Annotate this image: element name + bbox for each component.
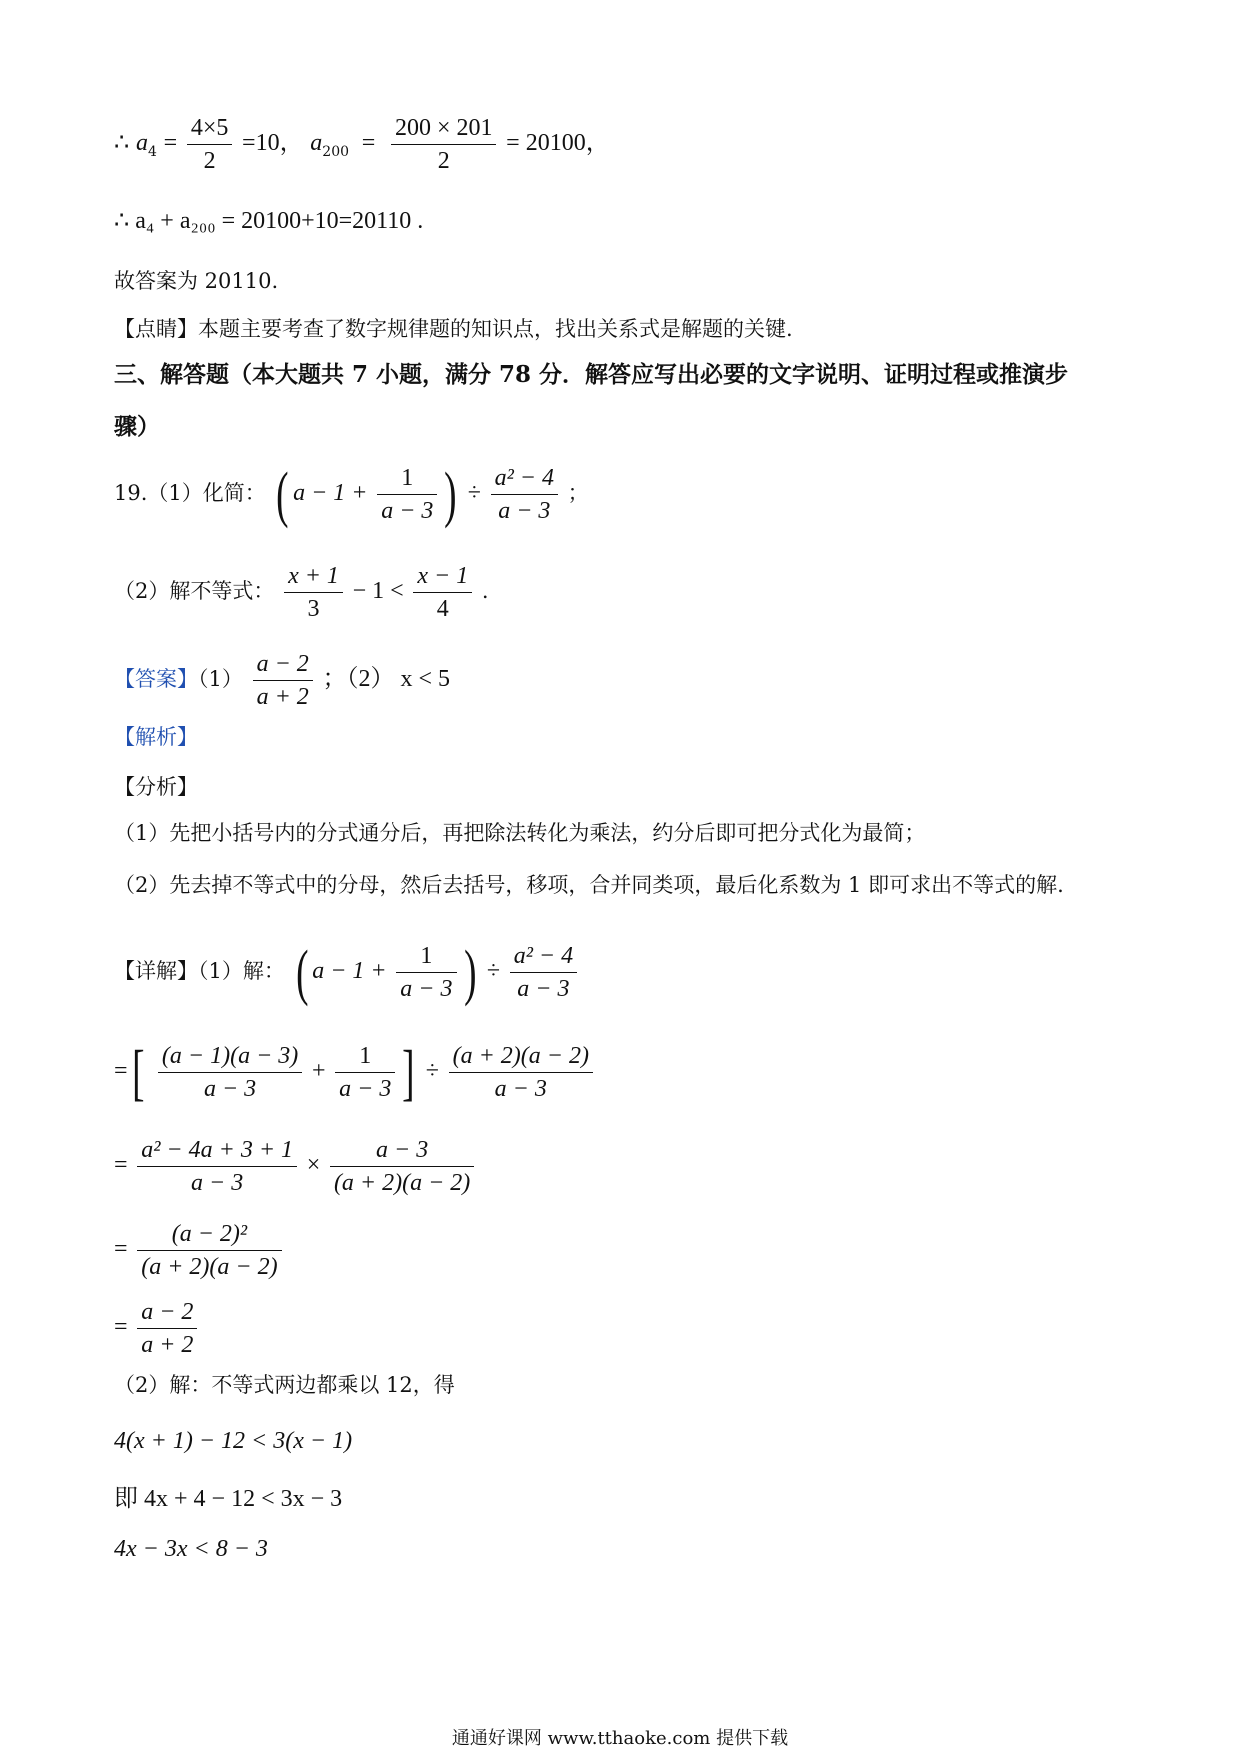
fraction: $\frac{(a + 2)(a - 2)}{a - 3}$	[449, 1040, 593, 1105]
question-19-part-2: （2）解不等式： $\frac{x + 1}{3}$ − 1 < $\frac{x - 1}{4}$ .	[114, 560, 489, 625]
fenxi-label: 【分析】	[114, 775, 198, 799]
fraction: $\frac{a - 3}{(a + 2)(a - 2)}$	[330, 1134, 474, 1199]
fraction: $\frac{200 \times 201}{2}$	[391, 112, 497, 177]
fraction: $\frac{(a - 1)(a - 3)}{a - 3}$	[158, 1040, 302, 1105]
section-heading-cont: 骤）	[114, 413, 160, 440]
equation-2: 即 4x + 4 − 12 < 3x − 3	[114, 1486, 343, 1512]
fraction: $\frac{1}{a - 3}$	[377, 462, 437, 527]
detail-step-4: = $\frac{a - 2}{a + 2}$	[114, 1296, 200, 1361]
page-footer: 通通好课网 www.tthaoke.com 提供下载	[451, 1728, 789, 1749]
jiexi-label: 【解析】	[114, 725, 198, 749]
fraction: $\frac{\text{a² − 4a + 3 + 1}}{a - 3}$	[137, 1134, 297, 1199]
detail-step-2: = $\frac{\text{a² − 4a + 3 + 1}}{a - 3}$ × $\frac{a - 3}{(a + 2)(a - 2)}$	[114, 1134, 477, 1199]
question-19-part-1: 19.（1）化简： ( a − 1 + $\frac{1}{a - 3}$ ) ÷ $\frac{\text{a² − 4}}{a - 3}$ ；	[114, 460, 589, 529]
fraction: $\frac{\text{a² − 4}}{a - 3}$	[491, 462, 558, 527]
calc-line-2: ∴ a₄ + a₂₀₀ = 20100+10=20110 .	[114, 208, 424, 234]
detail-step-1: =[ $\frac{(a - 1)(a - 3)}{a - 3}$ + $\frac{1}{a - 3}$ ] ÷ $\frac{(a + 2)(a - 2)}{a - 3}$	[114, 1040, 596, 1105]
equation-1: 4(x + 1) − 12 < 3(x − 1)	[114, 1428, 353, 1454]
comment-line: 【点睛】本题主要考查了数字规律题的知识点，找出关系式是解题的关键.	[114, 317, 793, 341]
fraction: $\frac{\text{(a − 2)²}}{(a + 2)(a - 2)}$	[137, 1218, 281, 1283]
part-2-solution: （2）解：不等式两边都乘以 12，得	[114, 1373, 455, 1397]
detail-step-3: = $\frac{\text{(a − 2)²}}{(a + 2)(a - 2)}$	[114, 1218, 285, 1283]
fraction: $\frac{1}{a - 3}$	[396, 940, 456, 1005]
answer-line: 故答案为 20110.	[114, 269, 279, 293]
fraction: $\frac{1}{a - 3}$	[335, 1040, 395, 1105]
fraction: $\frac{x - 1}{4}$	[413, 560, 472, 625]
fenxi-line-2: （2）先去掉不等式中的分母，然后去括号，移项，合并同类项，最后化系数为 1 即可求出不等式的解.	[114, 873, 1064, 897]
detail-start: 【详解】（1）解： ( a − 1 + $\frac{1}{a - 3}$ ) ÷ $\frac{\text{a² − 4}}{a - 3}$	[114, 940, 580, 1005]
fraction: $\frac{x + 1}{3}$	[284, 560, 343, 625]
fraction: $\frac{\text{a² − 4}}{a - 3}$	[510, 940, 577, 1005]
fraction: $\frac{a - 2}{a + 2}$	[137, 1296, 197, 1361]
answer-section: 【答案】（1） $\frac{a - 2}{a + 2}$ ；（2） x < 5	[114, 648, 450, 713]
fraction: $\frac{a - 2}{a + 2}$	[253, 648, 313, 713]
fenxi-line-1: （1）先把小括号内的分式通分后，再把除法转化为乘法，约分后即可把分式化为最简；	[114, 821, 926, 845]
calc-line-1: ∴ $a_4$ = $\frac{4\times 5}{2}$ =10， $a_{200}$ = $\frac{200 \times 201}{2}$ = 20100，	[114, 112, 610, 177]
fraction: $\frac{4\times 5}{2}$	[187, 112, 233, 177]
section-heading: 三、解答题（本大题共 7 小题，满分 78 分．解答应写出必要的文字说明、证明过程或推演步	[114, 361, 1069, 388]
equation-3: 4x − 3x < 8 − 3	[114, 1536, 268, 1562]
